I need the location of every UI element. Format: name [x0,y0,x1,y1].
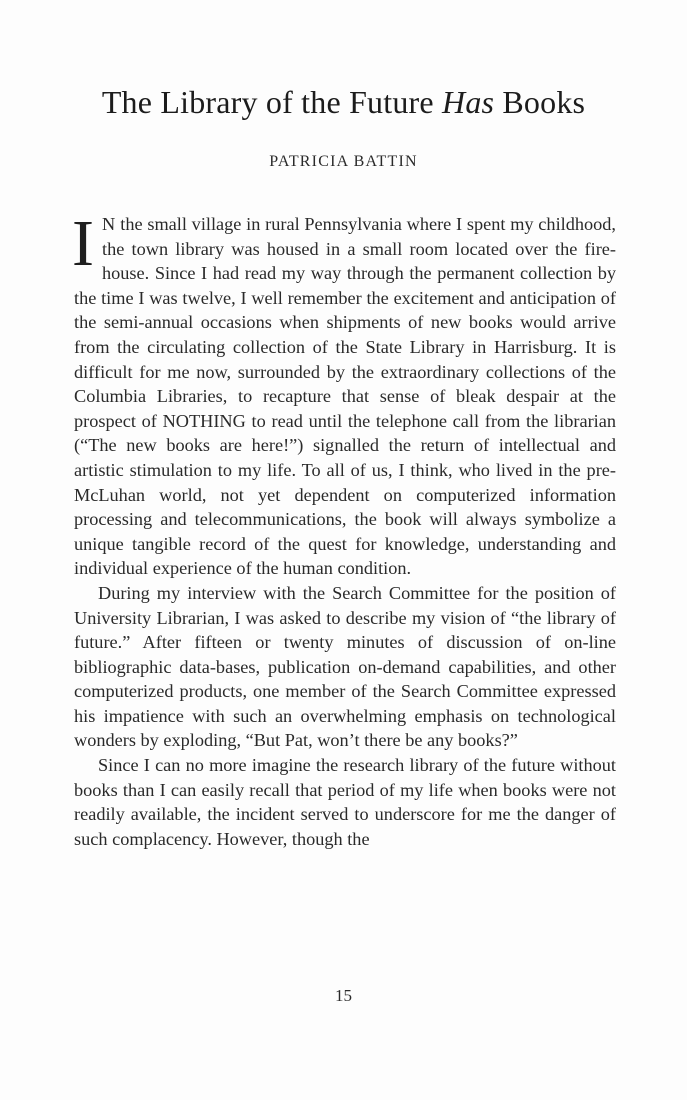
author-name: PATRICIA BATTIN [269,153,418,170]
title-italic-word: Has [442,84,495,120]
article-title [0,80,687,124]
title-text-end: Books [494,84,586,120]
paragraph-3: Since I can no more imagine the research library of the future without books than I can easily recall that period of my life when books were not readily available, the incident served to underscore for me the danger of such complacency. However, though the [74,755,616,849]
paragraph-2: During my interview with the Search Committee for the position of University Librarian, I was asked to describe my vision of “the library of future.” After fifteen or twenty minutes of discussion of on-line bibliographic data-bases, publication on-demand capabilities, and other computerized products, one member of the Search Committee expressed his impatience with such an overwhelming emphasis on technological wonders by exploding, “But Pat, won’t there be any books?” [74,582,616,751]
paragraph-1 [72,207,616,581]
first-word: N [101,214,116,234]
title-text-start: The Library of the Future [101,84,443,120]
article-body [72,207,616,851]
drop-cap: I [72,207,94,280]
page-number: 15 [335,986,352,1005]
paragraph-1-text: the small village in rural Pennsylvania where I spent my childhood, the town library was housed in a small room located over the fire-house. Since I had read my way through the permanent collection by the time I was twelve, I well remember the excitement and anticipation of the semi-annual occasions when shipments of new books would arrive from the circulating collection of the State Library in Harrisburg. It is difficult for me now, surrounded by the extraordinary collections of the Columbia Libraries, to recapture that sense of bleak despair at the prospect of NOTHING to read until the telephone call from the librarian (“The new books are here!”) signalled the return of intellectual and artistic stimulation to my life. To all of us, I think, who lived in the pre-McLuhan world, not yet dependent on computerized information processing and telecommunications, the book will always symbolize a unique tangible record of the quest for knowledge, understanding and individual experience of the human condition. [74,214,616,579]
